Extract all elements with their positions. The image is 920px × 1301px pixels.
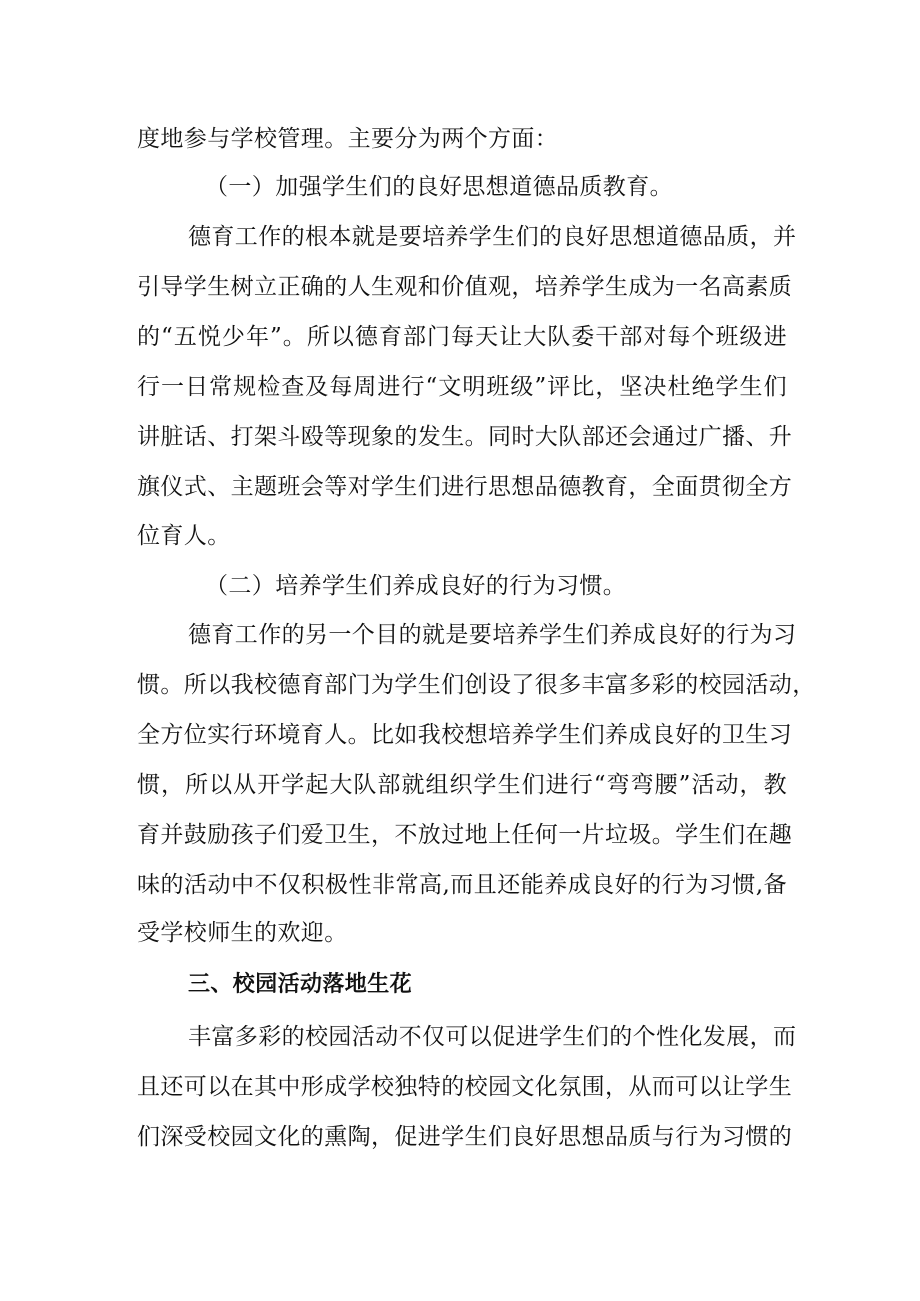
paragraph-line: 丰富多彩的校园活动不仅可以促进学生们的个性化发展，而: [188, 1024, 797, 1050]
paragraph-line: 度地参与学校管理。主要分为两个方面：: [137, 126, 559, 152]
paragraph-line: 受学校师生的欢迎。: [137, 920, 348, 946]
section-heading: 三、校园活动落地生花: [188, 972, 413, 997]
paragraph-line: 且还可以在其中形成学校独特的校园文化氛围，从而可以让学生: [137, 1074, 793, 1100]
paragraph-line: 德育工作的根本就是要培养学生们的良好思想道德品质，并: [188, 224, 797, 250]
paragraph-line: 育并鼓励孩子们爱卫生，不放过地上任何一片垃圾。学生们在趣: [137, 822, 793, 848]
paragraph-line: 们深受校园文化的熏陶，促进学生们良好思想品质与行为习惯的: [137, 1124, 793, 1150]
paragraph-line: 旗仪式、主题班会等对学生们进行思想品德教育，全面贯彻全方: [137, 474, 793, 500]
paragraph-line: 讲脏话、打架斗殴等现象的发生。同时大队部还会通过广播、升: [137, 424, 793, 450]
paragraph-line: 引导学生树立正确的人生观和价值观，培养学生成为一名高素质: [137, 274, 793, 300]
paragraph-line: 惯，所以从开学起大队部就组织学生们进行“弯弯腰”活动，教: [137, 772, 787, 798]
paragraph-line: 德育工作的另一个目的就是要培养学生们养成良好的行为习: [188, 622, 797, 648]
paragraph-line: 行一日常规检查及每周进行“文明班级”评比，坚决杜绝学生们: [137, 374, 787, 400]
paragraph-line: 惯。所以我校德育部门为学生们创设了很多丰富多彩的校园活动，: [137, 672, 816, 698]
subheading-2: （二）培养学生们养成良好的行为习惯。: [205, 573, 627, 599]
paragraph-line: 的“五悦少年”。所以德育部门每天让大队委干部对每个班级进: [137, 324, 787, 350]
paragraph-line: 位育人。: [137, 523, 231, 549]
paragraph-line: 全方位实行环境育人。比如我校想培养学生们养成良好的卫生习: [137, 722, 793, 748]
paragraph-line: 味的活动中不仅积极性非常高,而且还能养成良好的行为习惯,备: [137, 872, 787, 898]
subheading-1: （一）加强学生们的良好思想道德品质教育。: [205, 174, 673, 200]
